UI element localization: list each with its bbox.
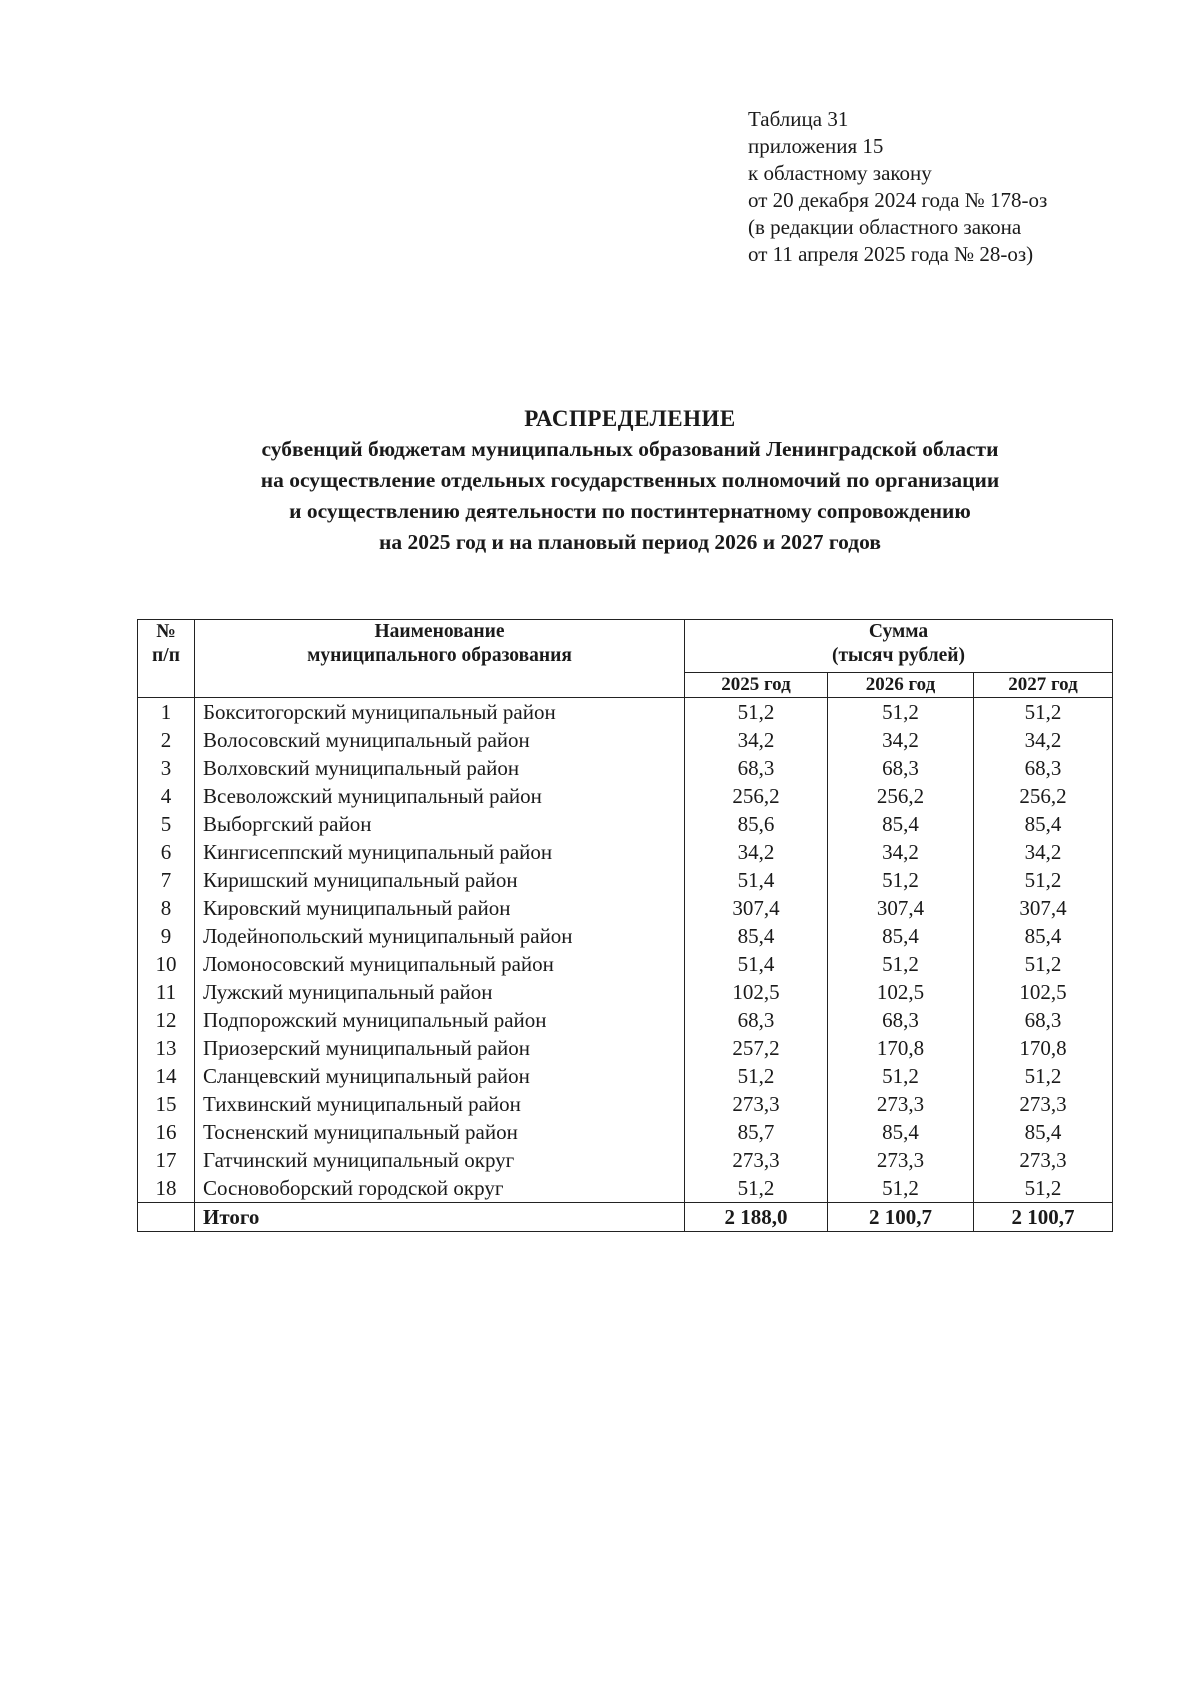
reference-line: к областному закону: [748, 161, 932, 185]
row-number: 12: [138, 1006, 195, 1034]
row-number: 10: [138, 950, 195, 978]
table-row: [138, 1062, 1113, 1090]
reference-line: Таблица 31: [748, 107, 849, 131]
header-text: Сумма: [868, 621, 929, 642]
value-2027: 51,2: [974, 698, 1113, 727]
municipality-name: Кировский муниципальный район: [195, 894, 685, 922]
value-2026: 51,2: [828, 1174, 974, 1203]
municipality-name: Ломоносовский муниципальный район: [195, 950, 685, 978]
value-2025: 102,5: [685, 978, 828, 1006]
municipality-name: Сосновоборский городской округ: [195, 1174, 685, 1203]
value-2026: 170,8: [828, 1034, 974, 1062]
value-2025: 51,2: [685, 1174, 828, 1203]
value-2027: 68,3: [974, 1006, 1113, 1034]
row-number: 1: [138, 698, 195, 727]
table-row: [138, 1174, 1113, 1203]
table-row: [138, 1006, 1113, 1034]
table-reference-note: [748, 106, 1047, 268]
table-row: [138, 838, 1113, 866]
header-text: (тысяч рублей): [831, 645, 966, 666]
value-2025: 34,2: [685, 838, 828, 866]
header-text: №: [156, 621, 176, 642]
value-2026: 307,4: [828, 894, 974, 922]
value-2027: 68,3: [974, 754, 1113, 782]
header-text: Наименование: [374, 621, 505, 642]
value-2026: 273,3: [828, 1090, 974, 1118]
table-row: [138, 810, 1113, 838]
municipality-name: Подпорожский муниципальный район: [195, 1006, 685, 1034]
value-2026: 85,4: [828, 810, 974, 838]
title-line: и осуществлению деятельности по постинтернатному сопровождению: [289, 499, 971, 523]
column-header-sum: [685, 620, 1113, 673]
column-header-year: 2026 год: [828, 673, 974, 698]
value-2025: 51,2: [685, 1062, 828, 1090]
value-2025: 257,2: [685, 1034, 828, 1062]
value-2027: 85,4: [974, 922, 1113, 950]
row-number: 4: [138, 782, 195, 810]
column-header-year: 2027 год: [974, 673, 1113, 698]
title-line: субвенций бюджетам муниципальных образований Ленинградской области: [261, 437, 999, 461]
reference-line: приложения 15: [748, 134, 884, 158]
value-2025: 273,3: [685, 1146, 828, 1174]
value-2026: 51,2: [828, 950, 974, 978]
municipality-name: Тосненский муниципальный район: [195, 1118, 685, 1146]
value-2025: 273,3: [685, 1090, 828, 1118]
row-number: 15: [138, 1090, 195, 1118]
table-body: [138, 698, 1113, 1203]
value-2027: 34,2: [974, 726, 1113, 754]
table-row: [138, 950, 1113, 978]
municipality-name: Волосовский муниципальный район: [195, 726, 685, 754]
municipality-name: Лужский муниципальный район: [195, 978, 685, 1006]
municipality-name: Приозерский муниципальный район: [195, 1034, 685, 1062]
municipality-name: Тихвинский муниципальный район: [195, 1090, 685, 1118]
value-2025: 51,4: [685, 866, 828, 894]
reference-line: от 11 апреля 2025 года № 28-оз): [748, 242, 1034, 266]
value-2025: 51,2: [685, 698, 828, 727]
total-row: [138, 1203, 1113, 1232]
value-2027: 34,2: [974, 838, 1113, 866]
value-2025: 85,6: [685, 810, 828, 838]
value-2025: 34,2: [685, 726, 828, 754]
value-2026: 85,4: [828, 922, 974, 950]
total-2025: 2 188,0: [685, 1203, 828, 1232]
row-number: 3: [138, 754, 195, 782]
municipality-name: Лодейнопольский муниципальный район: [195, 922, 685, 950]
value-2027: 273,3: [974, 1146, 1113, 1174]
reference-line: от 20 декабря 2024 года № 178-оз: [748, 188, 1048, 212]
header-text: п/п: [152, 645, 180, 666]
municipality-name: Кингисеппский муниципальный район: [195, 838, 685, 866]
table-row: [138, 978, 1113, 1006]
value-2027: 85,4: [974, 1118, 1113, 1146]
distribution-table: [137, 619, 1113, 1232]
value-2026: 102,5: [828, 978, 974, 1006]
table-row: [138, 782, 1113, 810]
row-number: 17: [138, 1146, 195, 1174]
row-number: 5: [138, 810, 195, 838]
reference-line: (в редакции областного закона: [748, 215, 1022, 239]
table-row: [138, 922, 1113, 950]
row-number: 18: [138, 1174, 195, 1203]
value-2025: 85,4: [685, 922, 828, 950]
value-2027: 170,8: [974, 1034, 1113, 1062]
table-row: [138, 698, 1113, 727]
value-2026: 51,2: [828, 698, 974, 727]
row-number: 2: [138, 726, 195, 754]
row-number: 7: [138, 866, 195, 894]
value-2025: 307,4: [685, 894, 828, 922]
value-2025: 51,4: [685, 950, 828, 978]
table-row: [138, 1090, 1113, 1118]
title-main: РАСПРЕДЕЛЕНИЕ: [524, 406, 736, 431]
value-2026: 256,2: [828, 782, 974, 810]
row-number: 13: [138, 1034, 195, 1062]
document-title: [130, 403, 1130, 558]
value-2025: 85,7: [685, 1118, 828, 1146]
municipality-name: Всеволожский муниципальный район: [195, 782, 685, 810]
value-2027: 51,2: [974, 1062, 1113, 1090]
column-header-number: [138, 620, 195, 698]
municipality-name: Бокситогорский муниципальный район: [195, 698, 685, 727]
value-2026: 34,2: [828, 838, 974, 866]
row-number: 9: [138, 922, 195, 950]
column-header-year: 2025 год: [685, 673, 828, 698]
total-number-cell: [138, 1203, 195, 1232]
municipality-name: Волховский муниципальный район: [195, 754, 685, 782]
value-2025: 256,2: [685, 782, 828, 810]
title-line: на осуществление отдельных государственных полномочий по организации: [260, 468, 1000, 492]
row-number: 6: [138, 838, 195, 866]
value-2027: 307,4: [974, 894, 1113, 922]
value-2027: 85,4: [974, 810, 1113, 838]
row-number: 16: [138, 1118, 195, 1146]
column-header-name: [195, 620, 685, 698]
municipality-name: Выборгский район: [195, 810, 685, 838]
value-2026: 34,2: [828, 726, 974, 754]
total-label: Итого: [195, 1203, 685, 1232]
municipality-name: Сланцевский муниципальный район: [195, 1062, 685, 1090]
value-2027: 256,2: [974, 782, 1113, 810]
value-2027: 51,2: [974, 1174, 1113, 1203]
table-row: [138, 754, 1113, 782]
value-2025: 68,3: [685, 1006, 828, 1034]
value-2025: 68,3: [685, 754, 828, 782]
value-2026: 68,3: [828, 1006, 974, 1034]
header-text: муниципального образования: [307, 645, 572, 666]
total-2027: 2 100,7: [974, 1203, 1113, 1232]
title-line: на 2025 год и на плановый период 2026 и 2027 годов: [379, 530, 881, 554]
municipality-name: Гатчинский муниципальный округ: [195, 1146, 685, 1174]
row-number: 14: [138, 1062, 195, 1090]
value-2026: 68,3: [828, 754, 974, 782]
value-2026: 51,2: [828, 866, 974, 894]
table-row: [138, 1146, 1113, 1174]
table-row: [138, 1034, 1113, 1062]
total-2026: 2 100,7: [828, 1203, 974, 1232]
value-2026: 51,2: [828, 1062, 974, 1090]
table-row: [138, 726, 1113, 754]
value-2027: 51,2: [974, 950, 1113, 978]
value-2027: 102,5: [974, 978, 1113, 1006]
value-2026: 273,3: [828, 1146, 974, 1174]
value-2027: 51,2: [974, 866, 1113, 894]
value-2026: 85,4: [828, 1118, 974, 1146]
row-number: 11: [138, 978, 195, 1006]
row-number: 8: [138, 894, 195, 922]
table-row: [138, 894, 1113, 922]
table-row: [138, 866, 1113, 894]
value-2027: 273,3: [974, 1090, 1113, 1118]
table-row: [138, 1118, 1113, 1146]
municipality-name: Киришский муниципальный район: [195, 866, 685, 894]
